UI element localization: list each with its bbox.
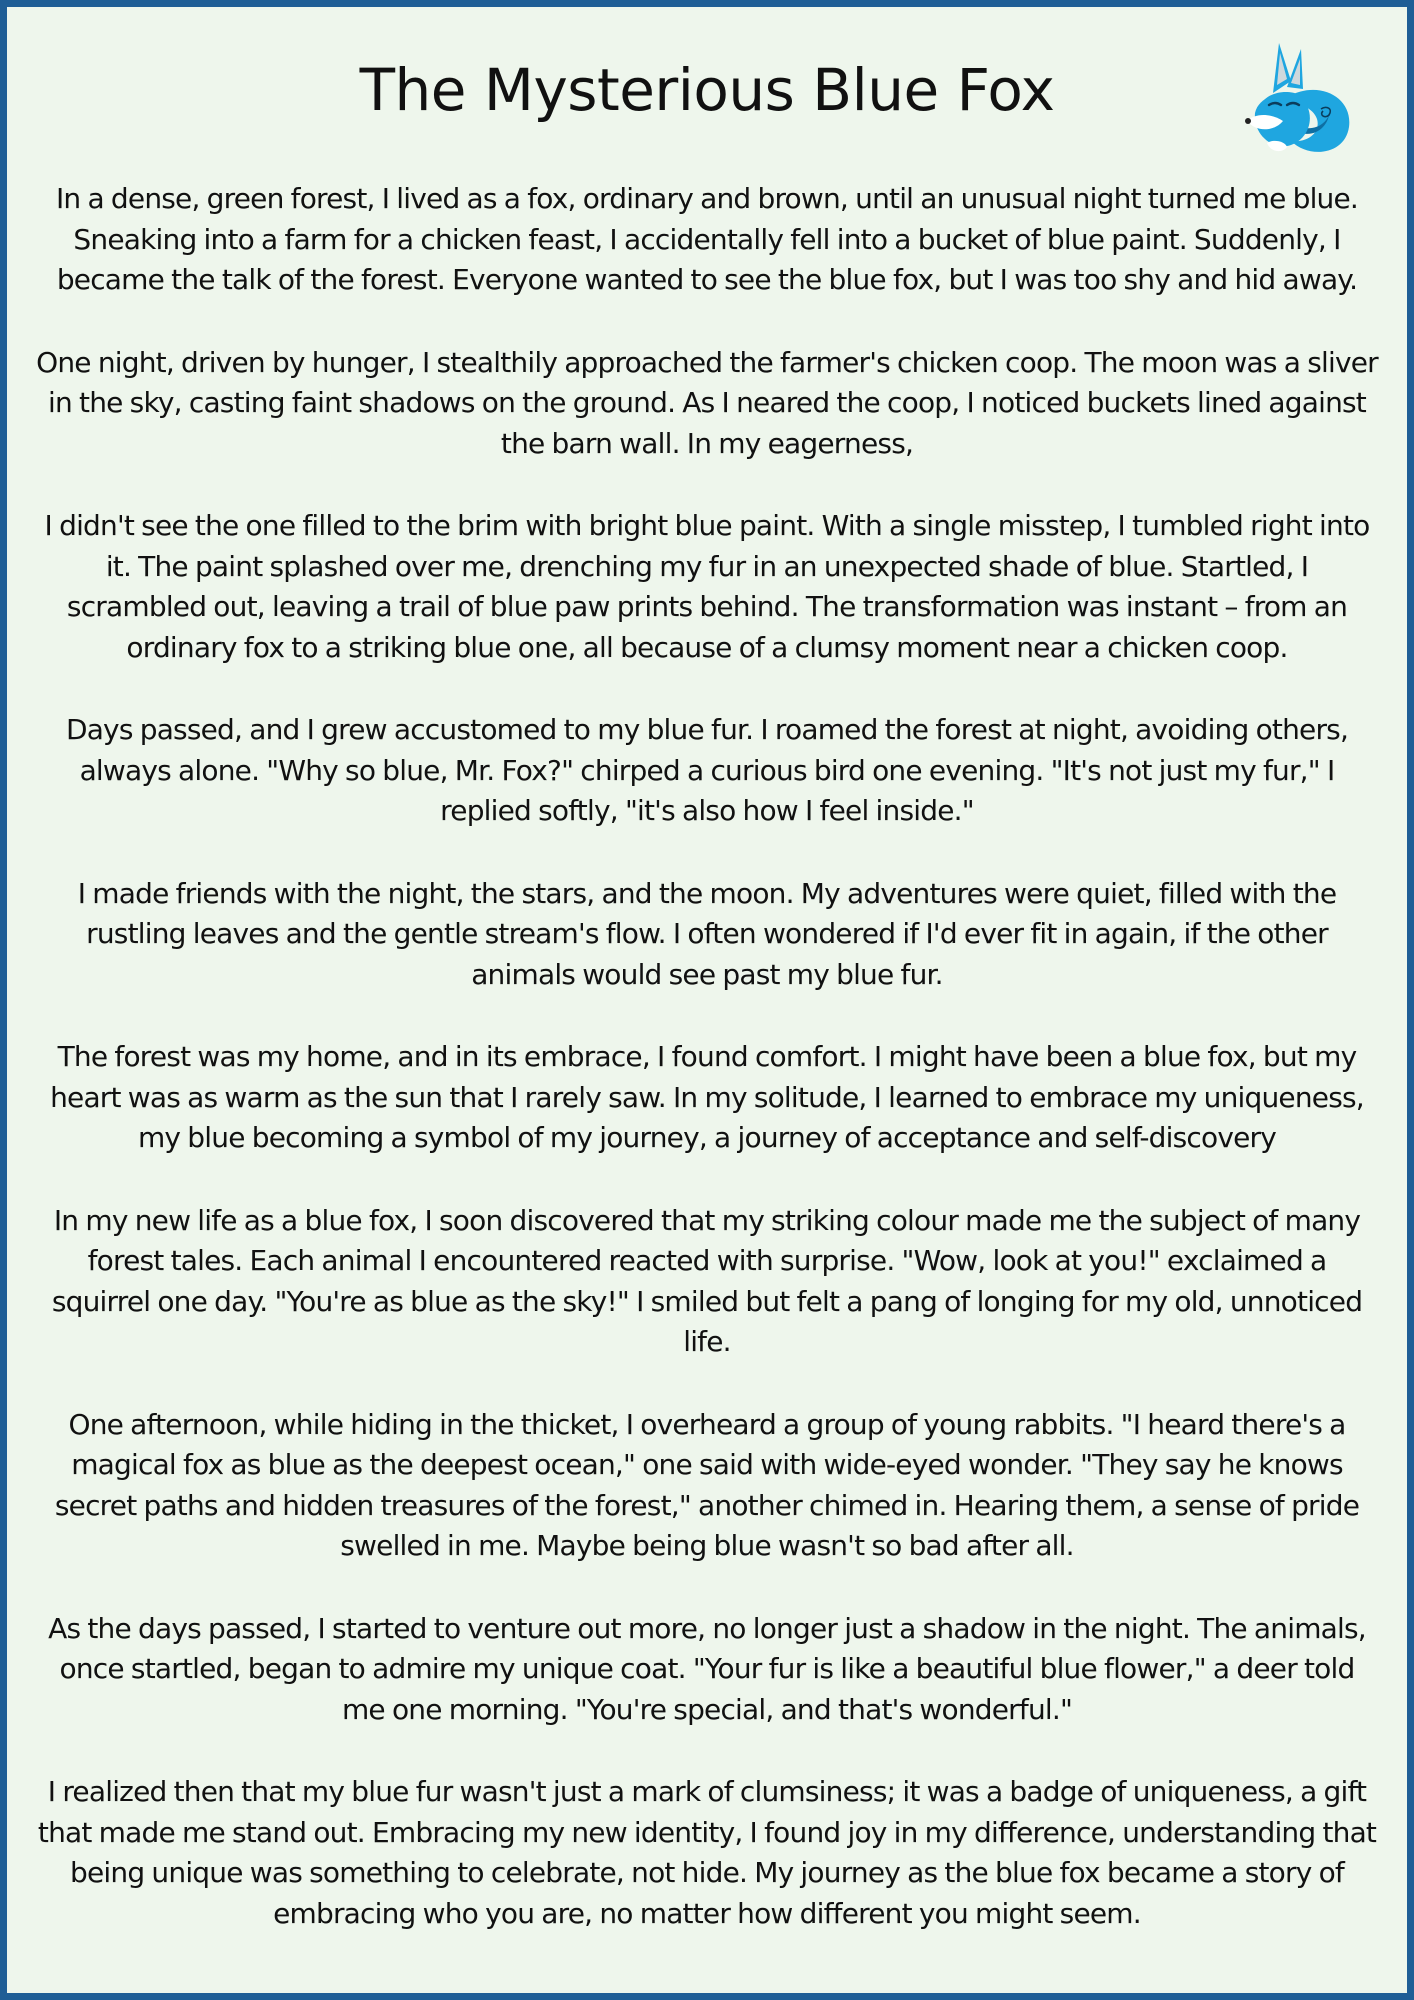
story-paragraph: In a dense, green forest, I lived as a fox, ordinary and brown, until an unusual night turned me blue. Sneaking into a farm for a chicken feast, I accidentally fell into a bucket of blue paint. Suddenly, I became the talk of the forest. Everyone wanted to see the blue fox, but I was too shy and hid away. [55, 182, 1359, 296]
story-body [35, 179, 1379, 1934]
story-paragraph: One night, driven by hunger, I stealthily approached the farmer's chicken coop. The moon was a sliver in the sky, casting faint shadows on the ground. As I neared the coop, I noticed buckets lined against the barn wall. In my eagerness, [36, 345, 1378, 460]
story-paragraph: As the days passed, I started to venture out more, no longer just a shadow in the night. The animals, once startled, began to admire my unique coat. "Your fur is like a beautiful blue flower," a deer told me one morning. "You're special, and that's wonderful." [48, 1611, 1366, 1726]
story-paragraph: I made friends with the night, the stars, and the moon. My adventures were quiet, filled with the rustling leaves and the gentle stream's flow. I often wondered if I'd ever fit in again, if the other animals would see past my blue fur. [77, 876, 1337, 991]
story-paragraph: I realized then that my blue fur wasn't just a mark of clumsiness; it was a badge of uniqueness, a gift that made me stand out. Embracing my new identity, I found joy in my difference, understanding that being unique was something to celebrate, not hide. My journey as the blue fox became a story of embracing who you are, no matter how different you might seem. [37, 1775, 1377, 1930]
story-paragraph: The forest was my home, and in its embrace, I found comfort. I might have been a blue fox, but my heart was as warm as the sun that I rarely saw. In my solitude, I learned to embrace my uniqueness, my blue becoming a symbol of my journey, a journey of acceptance and self-discovery [50, 1040, 1364, 1154]
page-title: The Mysterious Blue Fox [359, 56, 1055, 124]
story-paragraph: In my new life as a blue fox, I soon discovered that my striking colour made me the subject of many forest tales. Each animal I encountered reacted with surprise. "Wow, look at you!" exclaimed a squirrel one day. "You're as blue as the sky!" I smiled but felt a pang of longing for my old, unnoticed life. [51, 1203, 1363, 1358]
story-paragraph: One afternoon, while hiding in the thicket, I overheard a group of young rabbits. "I heard there's a magical fox as blue as the deepest ocean," one said with wide-eyed wonder. "They say he knows secret paths and hidden treasures of the forest," another chimed in. Hearing them, a sense of pride swelled in me. Maybe being blue wasn't so bad after all. [54, 1407, 1360, 1562]
story-paragraph: Days passed, and I grew accustomed to my blue fur. I roamed the forest at night, avoiding others, always alone. "Why so blue, Mr. Fox?" chirped a curious bird one evening. "It's not just my fur," I replied softly, "it's also how I feel inside." [65, 713, 1349, 827]
blue-fox-icon [1229, 35, 1355, 165]
story-paragraph: I didn't see the one filled to the brim with bright blue paint. With a single misstep, I tumbled right into it. The paint splashed over me, drenching my fur in an unexpected shade of blue. Startled, I scrambled out, leaving a trail of blue paw prints behind. The transformation was instant – from an ordinary fox to a striking blue one, all because of a clumsy moment near a chicken coop. [44, 509, 1370, 664]
